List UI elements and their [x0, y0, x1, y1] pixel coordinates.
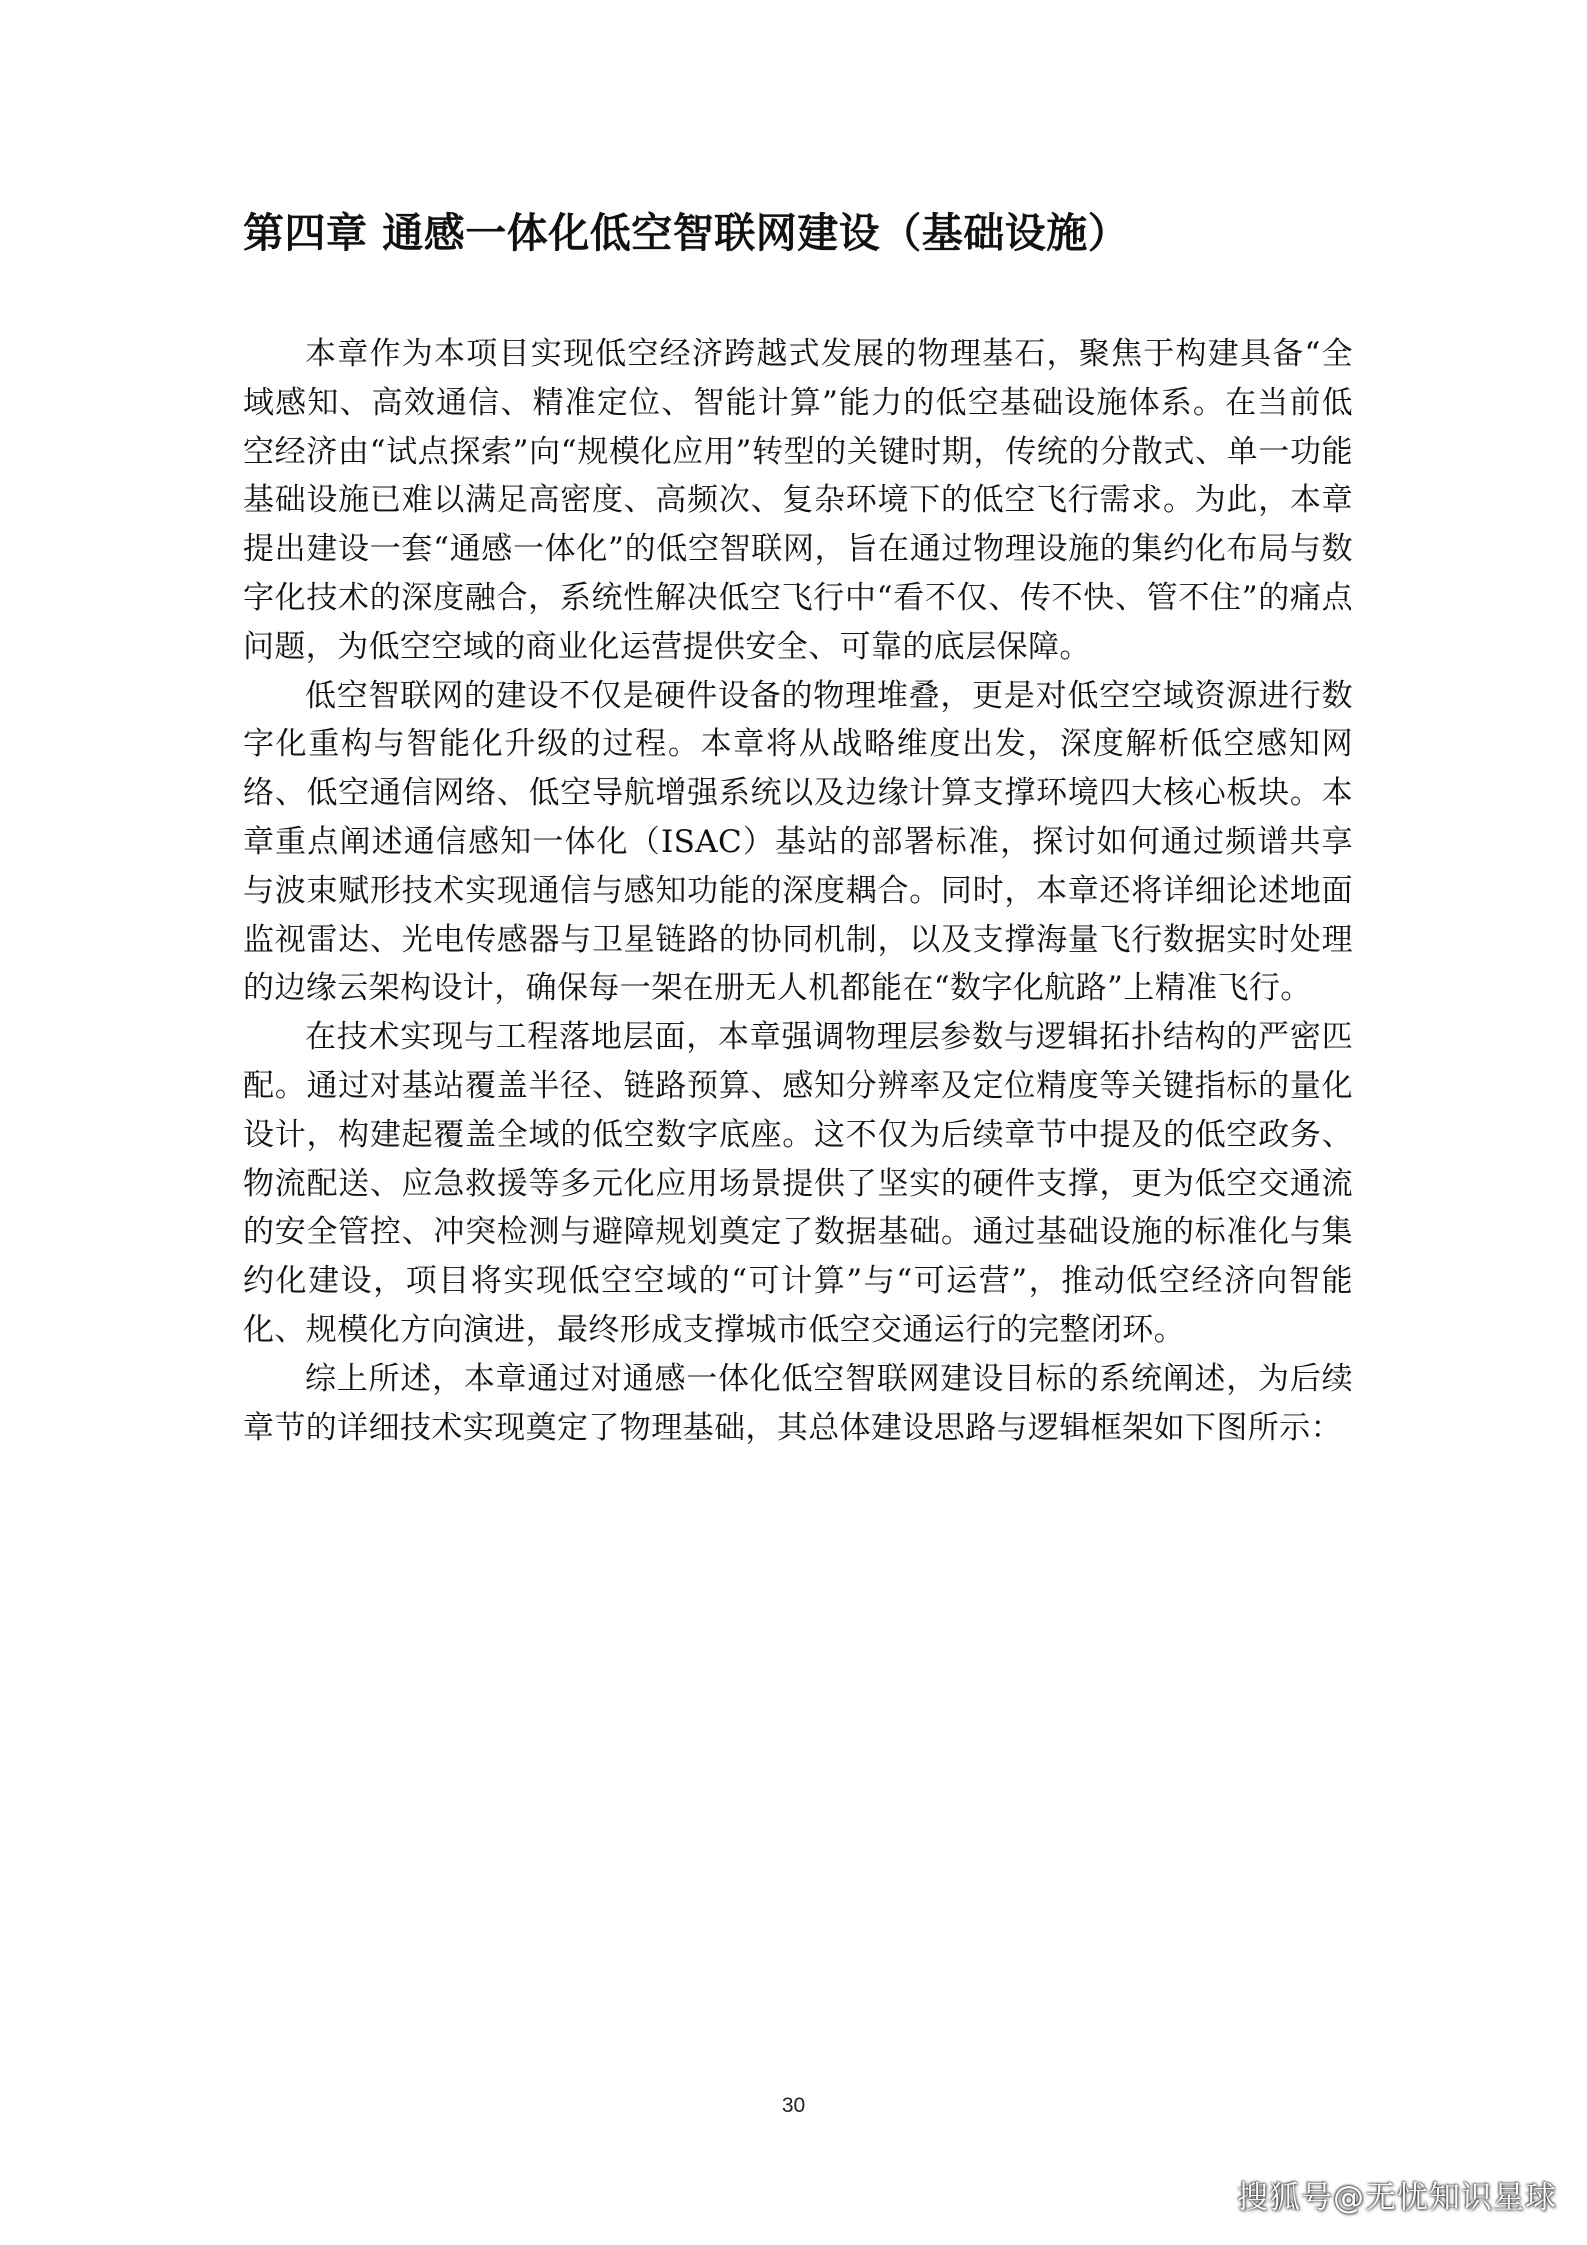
- paragraph-implementation: 在技术实现与工程落地层面，本章强调物理层参数与逻辑拓扑结构的严密匹配。通过对基站覆盖半径、链路预算、感知分辨率及定位精度等关键指标的量化设计，构建起覆盖全域的低空数字底座。这不仅为后续章节中提及的低空政务、物流配送、应急救援等多元化应用场景提供了坚实的硬件支撑，更为低空交通流的安全管控、冲突检测与避障规划奠定了数据基础。通过基础设施的标准化与集约化建设，项目将实现低空空域的“可计算”与“可运营”，推动低空经济向智能化、规模化方向演进，最终形成支撑城市低空交通运行的完整闭环。: [243, 1019, 1353, 1348]
- paragraph-intro: 本章作为本项目实现低空经济跨越式发展的物理基石，聚焦于构建具备“全域感知、高效通信、精准定位、智能计算”能力的低空基础设施体系。在当前低空经济由“试点探索”向“规模化应用”转型的关键时期，传统的分散式、单一功能基础设施已难以满足高密度、高频次、复杂环境下的低空飞行需求。为此，本章提出建设一套“通感一体化”的低空智联网，旨在通过物理设施的集约化布局与数字化技术的深度融合，系统性解决低空飞行中“看不仅、传不快、管不住”的痛点问题，为低空空域的商业化运营提供安全、可靠的底层保障。: [243, 336, 1353, 665]
- page-number: 30: [781, 2094, 806, 2117]
- chapter-title: 第四章 通感一体化低空智联网建设（基础设施）: [243, 209, 1130, 257]
- paragraph-summary: 综上所述，本章通过对通感一体化低空智联网建设目标的系统阐述，为后续章节的详细技术实现奠定了物理基础，其总体建设思路与逻辑框架如下图所示：: [243, 1360, 1353, 1446]
- paragraph-scope: 低空智联网的建设不仅是硬件设备的物理堆叠，更是对低空空域资源进行数字化重构与智能化升级的过程。本章将从战略维度出发，深度解析低空感知网络、低空通信网络、低空导航增强系统以及边缘计算支撑环境四大核心板块。本章重点阐述通信感知一体化（ISAC）基站的部署标准，探讨如何通过频谱共享与波束赋形技术实现通信与感知功能的深度耦合。同时，本章还将详细论述地面监视雷达、光电传感器与卫星链路的协同机制，以及支撑海量飞行数据实时处理的边缘云架构设计，确保每一架在册无人机都能在“数字化航路”上精准飞行。: [243, 677, 1353, 1007]
- body-text: [243, 330, 1353, 1452]
- watermark: 搜狐号@无忧知识星球: [1237, 2180, 1557, 2216]
